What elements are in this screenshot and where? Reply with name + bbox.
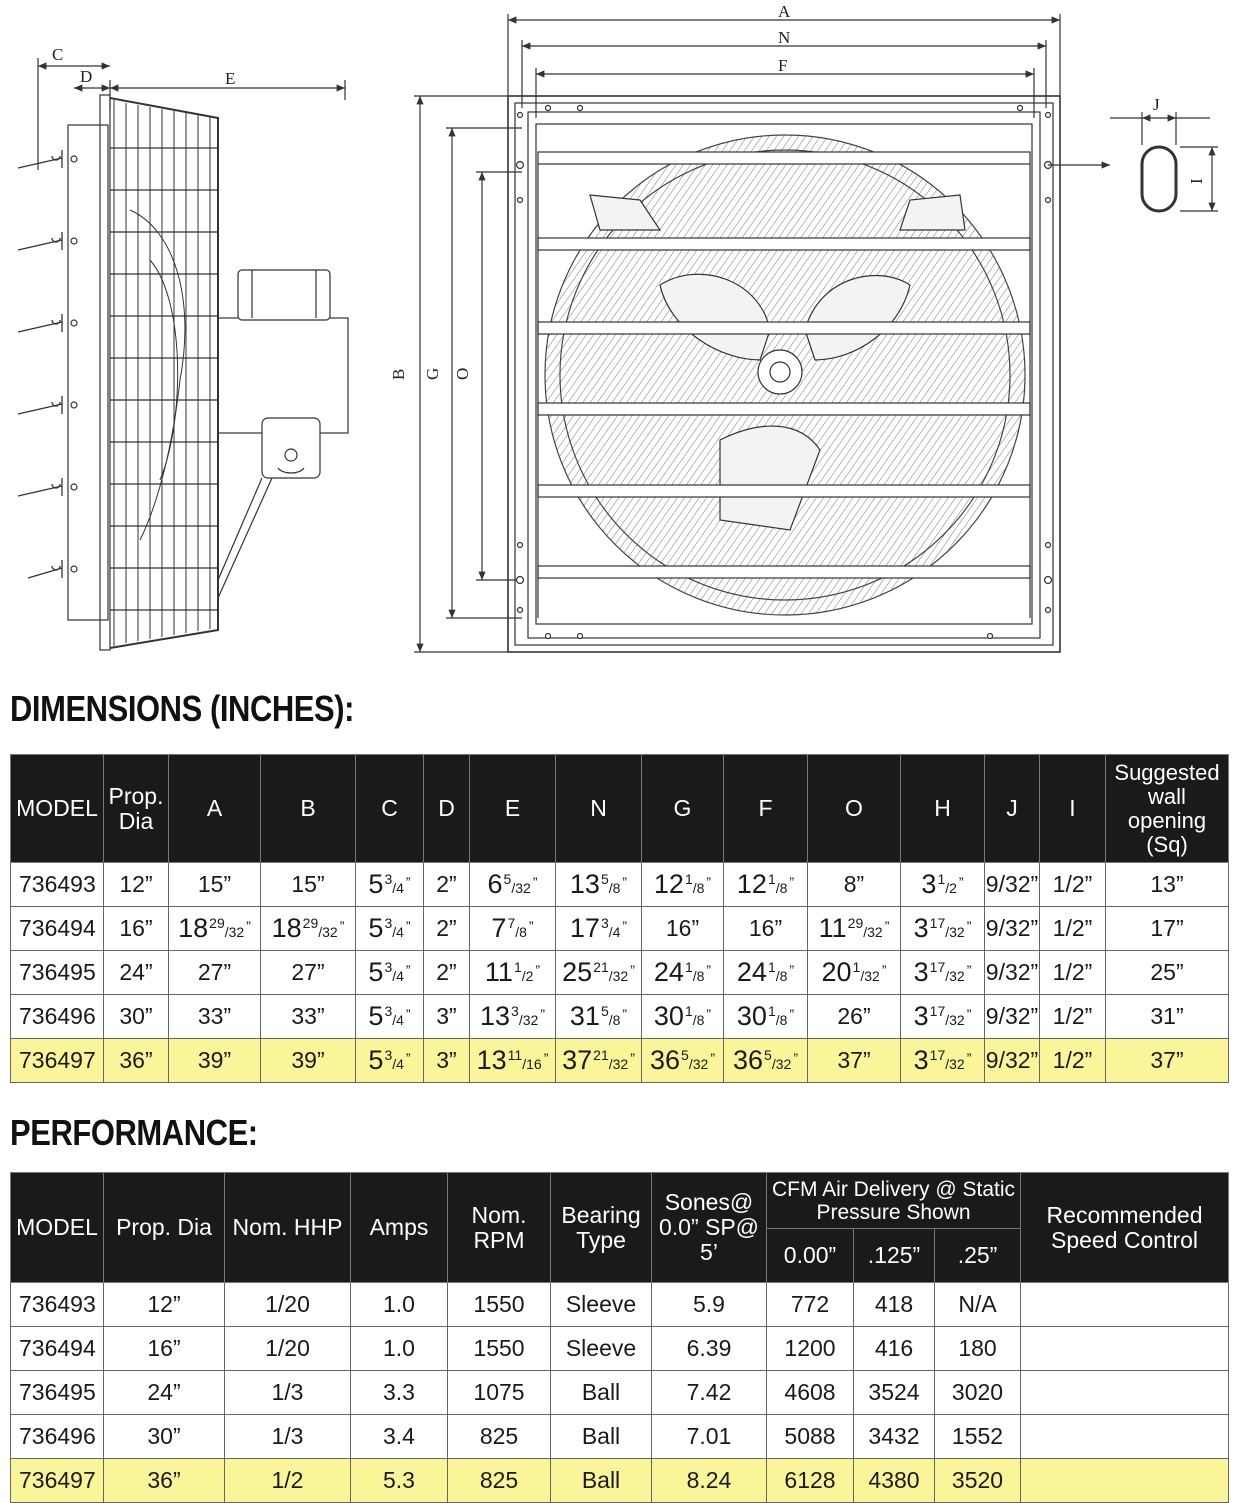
dim-cell: 9/32” bbox=[985, 907, 1040, 951]
dim-header-0: MODEL bbox=[11, 755, 104, 863]
dim-header-9: F bbox=[724, 755, 808, 863]
perf-cell: 825 bbox=[448, 1415, 551, 1459]
dim-cell: 9/32” bbox=[985, 1039, 1040, 1083]
perf-cell: 416 bbox=[854, 1327, 935, 1371]
perf-cell: 1/20 bbox=[225, 1327, 351, 1371]
perf-cell: 1200 bbox=[767, 1327, 854, 1371]
dim-cell: 3” bbox=[424, 1039, 470, 1083]
dim-cell: 39” bbox=[169, 1039, 261, 1083]
dim-cell: $30^1/8$ ” bbox=[724, 995, 808, 1039]
perf-cell: 3524 bbox=[854, 1371, 935, 1415]
dim-cell: $31^5/8$ ” bbox=[556, 995, 642, 1039]
perf-cell: 3.3 bbox=[351, 1371, 448, 1415]
perf-cell: 1550 bbox=[448, 1283, 551, 1327]
perf-cell: 4380 bbox=[854, 1459, 935, 1503]
dim-header-7: N bbox=[556, 755, 642, 863]
perf-cell: Sleeve bbox=[551, 1327, 652, 1371]
dim-cell: 9/32” bbox=[985, 995, 1040, 1039]
dim-cell: $5^3/4$ ” bbox=[356, 951, 424, 995]
perf-cell: 1/2 bbox=[225, 1459, 351, 1503]
label-e: E bbox=[225, 69, 236, 88]
perf-cell: 736493 bbox=[11, 1283, 104, 1327]
perf-header-cfm-000: 0.00” bbox=[767, 1229, 854, 1283]
perf-header-nom-hhp: Nom. HHP bbox=[225, 1173, 351, 1283]
dim-header-13: I bbox=[1040, 755, 1106, 863]
dim-cell: 16” bbox=[642, 907, 724, 951]
dimensions-title: DIMENSIONS (INCHES): bbox=[10, 688, 355, 729]
dimensions-table bbox=[10, 754, 1229, 1083]
label-f: F bbox=[778, 56, 788, 75]
perf-cell: 1075 bbox=[448, 1371, 551, 1415]
dim-cell: 1/2” bbox=[1040, 863, 1106, 907]
perf-cell: 1/3 bbox=[225, 1415, 351, 1459]
dim-header-8: G bbox=[642, 755, 724, 863]
dim-cell: $17^3/4$ ” bbox=[556, 907, 642, 951]
dim-cell: 13” bbox=[1106, 863, 1229, 907]
dim-cell: 9/32” bbox=[985, 951, 1040, 995]
dim-header-3: B bbox=[261, 755, 356, 863]
perf-header-model: MODEL bbox=[11, 1173, 104, 1283]
label-b: B bbox=[389, 368, 408, 380]
dim-cell: 33” bbox=[169, 995, 261, 1039]
table-row bbox=[11, 1039, 1229, 1083]
dim-cell: $3^{17}/32$ ” bbox=[901, 995, 985, 1039]
perf-cell: 24” bbox=[104, 1371, 225, 1415]
table-row bbox=[11, 907, 1229, 951]
perf-cell: 1550 bbox=[448, 1327, 551, 1371]
dim-cell: 30” bbox=[104, 995, 169, 1039]
perf-cell: 736494 bbox=[11, 1327, 104, 1371]
dim-cell: $18^{29}/32$ ” bbox=[261, 907, 356, 951]
dim-cell: $5^3/4$ ” bbox=[356, 907, 424, 951]
dim-cell: 1/2” bbox=[1040, 995, 1106, 1039]
dim-cell: 37” bbox=[808, 1039, 901, 1083]
dim-cell: $3^{17}/32$ ” bbox=[901, 1039, 985, 1083]
dim-cell: 15” bbox=[261, 863, 356, 907]
dim-cell: 31” bbox=[1106, 995, 1229, 1039]
table-row bbox=[11, 951, 1229, 995]
dim-cell: $3^{17}/32$ ” bbox=[901, 907, 985, 951]
dim-cell: 33” bbox=[261, 995, 356, 1039]
dim-cell: 9/32” bbox=[985, 863, 1040, 907]
dim-cell: $5^3/4$ ” bbox=[356, 863, 424, 907]
performance-table bbox=[10, 1172, 1229, 1503]
dim-cell: $12^1/8$ ” bbox=[642, 863, 724, 907]
dim-cell: 12” bbox=[104, 863, 169, 907]
label-g: G bbox=[423, 367, 442, 380]
perf-cell bbox=[1021, 1283, 1229, 1327]
perf-cell: 16” bbox=[104, 1327, 225, 1371]
dim-header-1: Prop. Dia bbox=[104, 755, 169, 863]
perf-cell: 4608 bbox=[767, 1371, 854, 1415]
perf-header-speed-control: Recommended Speed Control bbox=[1021, 1173, 1229, 1283]
dim-cell: 2” bbox=[424, 951, 470, 995]
fan-dimension-drawing bbox=[0, 0, 1234, 670]
label-d: D bbox=[80, 67, 93, 86]
table-row bbox=[11, 1415, 1229, 1459]
dim-header-2: A bbox=[169, 755, 261, 863]
perf-cell: 1.0 bbox=[351, 1327, 448, 1371]
dim-cell: 1/2” bbox=[1040, 1039, 1106, 1083]
label-c: C bbox=[52, 45, 64, 64]
dim-header-5: D bbox=[424, 755, 470, 863]
perf-cell: 5.9 bbox=[652, 1283, 767, 1327]
perf-cell: Ball bbox=[551, 1415, 652, 1459]
perf-cell: 3432 bbox=[854, 1415, 935, 1459]
perf-header-nom-rpm: Nom. RPM bbox=[448, 1173, 551, 1283]
dim-cell: 3” bbox=[424, 995, 470, 1039]
perf-cell: N/A bbox=[935, 1283, 1021, 1327]
perf-cell: Ball bbox=[551, 1371, 652, 1415]
perf-header-sones: Sones@ 0.0” SP@ 5’ bbox=[652, 1173, 767, 1283]
dim-cell: 15” bbox=[169, 863, 261, 907]
perf-cell: 1/3 bbox=[225, 1371, 351, 1415]
dim-cell: 736493 bbox=[11, 863, 104, 907]
dim-cell: 16” bbox=[104, 907, 169, 951]
perf-cell: 1/20 bbox=[225, 1283, 351, 1327]
dim-cell: $20^1/32$ ” bbox=[808, 951, 901, 995]
perf-header-cfm-group: CFM Air Delivery @ Static Pressure Shown bbox=[767, 1173, 1021, 1229]
label-j: J bbox=[1153, 95, 1160, 114]
table-row bbox=[11, 995, 1229, 1039]
perf-cell: 736496 bbox=[11, 1415, 104, 1459]
dim-header-4: C bbox=[356, 755, 424, 863]
performance-title: PERFORMANCE: bbox=[10, 1112, 258, 1153]
dim-cell: 736494 bbox=[11, 907, 104, 951]
dim-cell: $11^{29}/32$ ” bbox=[808, 907, 901, 951]
dim-cell: 39” bbox=[261, 1039, 356, 1083]
dim-cell: 37” bbox=[1106, 1039, 1229, 1083]
perf-cell bbox=[1021, 1459, 1229, 1503]
dim-cell: $11^1/2$ ” bbox=[470, 951, 556, 995]
dim-header-12: J bbox=[985, 755, 1040, 863]
dim-cell: $5^3/4$ ” bbox=[356, 995, 424, 1039]
label-o: O bbox=[453, 367, 472, 380]
perf-cell: 8.24 bbox=[652, 1459, 767, 1503]
dim-cell: $36^5/32$ ” bbox=[724, 1039, 808, 1083]
dim-cell: $7^7/8$ ” bbox=[470, 907, 556, 951]
perf-cell: 772 bbox=[767, 1283, 854, 1327]
perf-cell bbox=[1021, 1371, 1229, 1415]
perf-header-amps: Amps bbox=[351, 1173, 448, 1283]
dim-header-11: H bbox=[901, 755, 985, 863]
dim-cell: 36” bbox=[104, 1039, 169, 1083]
perf-cell: Sleeve bbox=[551, 1283, 652, 1327]
dim-cell: 736495 bbox=[11, 951, 104, 995]
dim-cell: 1/2” bbox=[1040, 907, 1106, 951]
dim-cell: 1/2” bbox=[1040, 951, 1106, 995]
perf-cell: 1.0 bbox=[351, 1283, 448, 1327]
dim-cell: 2” bbox=[424, 907, 470, 951]
dim-cell: 8” bbox=[808, 863, 901, 907]
perf-header-cfm-25: .25” bbox=[935, 1229, 1021, 1283]
dim-cell: $3^1/2$ ” bbox=[901, 863, 985, 907]
label-n: N bbox=[778, 28, 791, 47]
perf-header-bearing: Bearing Type bbox=[551, 1173, 652, 1283]
perf-cell: 6128 bbox=[767, 1459, 854, 1503]
perf-cell: 825 bbox=[448, 1459, 551, 1503]
table-row bbox=[11, 1459, 1229, 1503]
table-row bbox=[11, 1283, 1229, 1327]
label-a: A bbox=[778, 2, 791, 21]
dim-cell: 736497 bbox=[11, 1039, 104, 1083]
dim-cell: $25^{21}/32$ ” bbox=[556, 951, 642, 995]
dim-cell: 17” bbox=[1106, 907, 1229, 951]
perf-cell: 36” bbox=[104, 1459, 225, 1503]
dim-cell: $36^5/32$ ” bbox=[642, 1039, 724, 1083]
dim-cell: 27” bbox=[169, 951, 261, 995]
perf-cell: 6.39 bbox=[652, 1327, 767, 1371]
perf-cell: 736497 bbox=[11, 1459, 104, 1503]
perf-cell: 736495 bbox=[11, 1371, 104, 1415]
dim-cell: $30^1/8$ ” bbox=[642, 995, 724, 1039]
front-view bbox=[414, 14, 1218, 652]
perf-cell: 5088 bbox=[767, 1415, 854, 1459]
perf-cell: 418 bbox=[854, 1283, 935, 1327]
perf-cell: 5.3 bbox=[351, 1459, 448, 1503]
dim-cell: $13^3/32$ ” bbox=[470, 995, 556, 1039]
dim-cell: 25” bbox=[1106, 951, 1229, 995]
perf-cell: 7.42 bbox=[652, 1371, 767, 1415]
table-row bbox=[11, 1371, 1229, 1415]
side-view bbox=[18, 58, 348, 650]
perf-cell: 1552 bbox=[935, 1415, 1021, 1459]
dim-cell: $24^1/8$ ” bbox=[724, 951, 808, 995]
dim-cell: $37^{21}/32$ ” bbox=[556, 1039, 642, 1083]
table-row bbox=[11, 1327, 1229, 1371]
label-i: I bbox=[1187, 178, 1206, 184]
table-row bbox=[11, 863, 1229, 907]
dim-cell: $18^{29}/32$ ” bbox=[169, 907, 261, 951]
dim-cell: $12^1/8$ ” bbox=[724, 863, 808, 907]
perf-cell: 3.4 bbox=[351, 1415, 448, 1459]
dim-cell: $6^5/32$ ” bbox=[470, 863, 556, 907]
perf-cell: 180 bbox=[935, 1327, 1021, 1371]
dim-cell: $3^{17}/32$ ” bbox=[901, 951, 985, 995]
dim-cell: 2” bbox=[424, 863, 470, 907]
dim-cell: $13^{11}/16$ ” bbox=[470, 1039, 556, 1083]
perf-header-cfm-125: .125” bbox=[854, 1229, 935, 1283]
dim-cell: $24^1/8$ ” bbox=[642, 951, 724, 995]
perf-cell: 3020 bbox=[935, 1371, 1021, 1415]
dim-cell: 736496 bbox=[11, 995, 104, 1039]
perf-header-prop-dia: Prop. Dia bbox=[104, 1173, 225, 1283]
perf-cell: 3520 bbox=[935, 1459, 1021, 1503]
dim-header-10: O bbox=[808, 755, 901, 863]
dim-cell: 24” bbox=[104, 951, 169, 995]
dim-cell: $5^3/4$ ” bbox=[356, 1039, 424, 1083]
side-view-labels bbox=[52, 45, 235, 88]
dim-header-6: E bbox=[470, 755, 556, 863]
dim-cell: 26” bbox=[808, 995, 901, 1039]
perf-cell: Ball bbox=[551, 1459, 652, 1503]
dim-cell: 16” bbox=[724, 907, 808, 951]
dim-cell: $13^5/8$ ” bbox=[556, 863, 642, 907]
perf-cell: 12” bbox=[104, 1283, 225, 1327]
perf-cell: 7.01 bbox=[652, 1415, 767, 1459]
perf-cell: 30” bbox=[104, 1415, 225, 1459]
dim-header-14: Suggested wall opening (Sq) bbox=[1106, 755, 1229, 863]
dim-cell: 27” bbox=[261, 951, 356, 995]
perf-cell bbox=[1021, 1327, 1229, 1371]
perf-cell bbox=[1021, 1415, 1229, 1459]
